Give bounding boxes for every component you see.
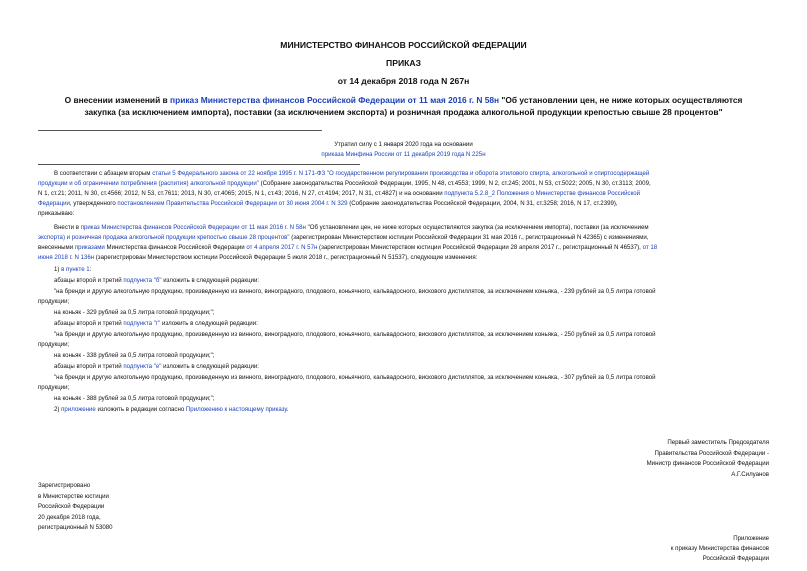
orders-link[interactable]: приказами: [74, 244, 105, 251]
regulation-link[interactable]: подпункта 5.2.8_2 Положения о Министерстве финансов Российской: [444, 190, 641, 197]
signature-line-2: Правительства Российской Федерации -: [654, 449, 769, 457]
signatory-name: А.Г.Силуанов: [731, 470, 769, 478]
signature-block: [647, 438, 769, 480]
note-divider: [38, 164, 360, 165]
date-number-heading: от 14 декабря 2018 года N 267н: [337, 76, 470, 86]
item-b-quote-1: "на бренди и другую алкогольную продукцию, произведенную из винного, виноградного, плодового, коньячного, кальвадосного, вискового дистиллятов, за исключением коньяка, - 239 рублей за 0,5 литра готовой: [54, 288, 656, 295]
repeal-order-link[interactable]: приказа Минфина России от 11 декабря 2019 года N 225н: [321, 151, 486, 158]
item-e-intro: абзацы второй и третий подпункта "е" изложить в следующей редакции:: [54, 363, 259, 370]
law-171fz-link-cont[interactable]: продукции и об ограничении потребления (распития) алкогольной продукции": [38, 180, 259, 187]
p1-line-4: Федерации, утвержденного постановлением Правительства Российской Федерации от 30 июня 2004 г. N 329 (Собрание законодательства Российской Федерации, 2004, N 31, ст.3258; 2016, N 17, ст.2399),: [38, 200, 618, 207]
signature-line-1: Первый заместитель Председателя: [667, 439, 769, 446]
registration-line-1: Зарегистрировано: [38, 482, 91, 489]
order-136n-link[interactable]: от 18: [642, 244, 658, 251]
p2-line-1: Внести в приказ Министерства финансов Российской Федерации от 11 мая 2016 г. N 58н "Об установлении цен, не ниже которых осуществляются закупка (за исключением импорта), поставки (за исключением: [54, 224, 649, 231]
order-136n-link-cont[interactable]: июня 2018 г. N 136н: [38, 254, 95, 261]
regulation-link-cont[interactable]: Федерации: [38, 200, 70, 207]
p1-line-2: продукции и об ограничении потребления (распития) алкогольной продукции" (Собрание законодательства Российской Федерации, 1995, N 48, ст.4553; 1999, N 2, ст.245; 2001, N 53, ст.5022; 2005, N 30, ст.3113; 2009,: [38, 180, 651, 187]
title-line-2: закупка (за исключением импорта), поставки (за исключением экспорта) и розничная продажа алкогольной продукции крепостью свыше 28 процентов": [84, 107, 723, 117]
item-b-quote-1b: продукции;: [38, 298, 70, 305]
item-e-quote-2: на коньяк - 388 рублей за 0,5 литра готовой продукции;";: [54, 395, 215, 402]
registration-number: регистрационный N 53080: [38, 524, 113, 531]
p2-line-3: внесенными приказами Министерства финансов Российской Федерации от 4 апреля 2017 г. N 57н (зарегистрирован Министерством юстиции Российской Федерации 28 апреля 2017 г., регистрационный N 46537), от 18: [38, 244, 658, 251]
subpoint-g-link[interactable]: подпункта "г": [123, 320, 161, 327]
order-58n-link-cont[interactable]: экспорта) и розничная продажа алкогольной продукции крепостью свыше 28 процентов": [38, 234, 290, 241]
item-g-quote-1b: продукции;: [38, 341, 70, 348]
item-1: 1) в пункте 1:: [54, 266, 92, 273]
registration-line-2: в Министерстве юстиции: [38, 492, 109, 500]
registration-block: [38, 481, 113, 534]
appendix-block: [671, 534, 769, 564]
title-order-link[interactable]: приказ Министерства финансов Российской Федерации от 11 мая 2016 г. N 58н: [170, 95, 500, 105]
appendix-line-1: Приложение: [733, 535, 769, 542]
registration-date: 20 декабря 2018 года,: [38, 513, 101, 521]
point-1-link[interactable]: в пункте 1: [61, 266, 90, 273]
subpoint-b-link[interactable]: подпункта "б": [123, 277, 162, 284]
item-e-quote-1: "на бренди и другую алкогольную продукцию, произведенную из винного, виноградного, плодового, коньячного, кальвадосного, вискового дистиллятов, за исключением коньяка, - 307 рублей за 0,5 литра готовой: [54, 374, 656, 381]
document-title: [0, 94, 807, 118]
item-g-quote-2: на коньяк - 338 рублей за 0,5 литра готовой продукции;";: [54, 352, 215, 359]
law-171fz-link[interactable]: статьи 5 Федерального закона от 22 ноября 1995 г. N 171-ФЗ "О государственном регулировании производства и оборота этилового спирта, алкогольной и спиртосодержащей: [152, 170, 650, 177]
p1-line-5: приказываю:: [38, 210, 75, 217]
p2-line-2: экспорта) и розничная продажа алкогольной продукции крепостью свыше 28 процентов" (зарегистрирован Министерством юстиции Российской Федерации 31 мая 2016 г., регистрационный N 42365) с изменениями,: [38, 234, 649, 241]
item-b-quote-2: на коньяк - 329 рублей за 0,5 литра готовой продукции;";: [54, 309, 215, 316]
item-g-quote-1: "на бренди и другую алкогольную продукцию, произведенную из винного, виноградного, плодового, коньячного, кальвадосного, вискового дистиллятов, за исключением коньяка, - 250 рублей за 0,5 литра готовой: [54, 331, 656, 338]
subpoint-e-link[interactable]: подпункта "е": [123, 363, 162, 370]
p2-line-4: июня 2018 г. N 136н (зарегистрирован Министерством юстиции Российской Федерации 5 июля 2018 г., регистрационный N 51537), следующие изменения:: [38, 254, 478, 261]
repeal-note-line-1: Утратил силу с 1 января 2020 года на основании: [334, 141, 473, 148]
title-divider: [38, 130, 322, 131]
p1-line-3: N 1, ст.21; 2011, N 30, ст.4566; 2012, N 53, ст.7611; 2013, N 30, ст.4065; 2015, N 1, ст.43; 2016, N 27, ст.4194; 2017, N 31, ст.4827) и на основании подпункта 5.2.8_2 Положения о Министерстве финансов Российской: [38, 190, 641, 197]
appendix-link[interactable]: приложение: [61, 406, 96, 413]
registration-line-3: Российской Федерации: [38, 503, 105, 510]
repeal-note: [0, 140, 807, 160]
appendix-order-link[interactable]: Приложению к настоящему приказу: [185, 406, 287, 413]
title-line-1: О внесении изменений в приказ Министерства финансов Российской Федерации от 11 мая 2016 г. N 58н "Об установлении цен, не ниже которых осуществляются: [64, 95, 743, 105]
item-g-intro: абзацы второй и третий подпункта "г" изложить в следующей редакции:: [54, 320, 258, 327]
ministry-heading: МИНИСТЕРСТВО ФИНАНСОВ РОССИЙСКОЙ ФЕДЕРАЦИИ: [280, 40, 527, 50]
order-57n-link[interactable]: от 4 апреля 2017 г. N 57н: [246, 244, 318, 251]
p1-line-1: В соответствии с абзацем вторым статьи 5 Федерального закона от 22 ноября 1995 г. N 171-ФЗ "О государственном регулировании производства и оборота этилового спирта, алкогольной и спиртосодержащей: [54, 170, 650, 177]
appendix-line-3: Российской Федерации: [702, 555, 769, 562]
item-b-intro: абзацы второй и третий подпункта "б" изложить в следующей редакции:: [54, 277, 260, 284]
appendix-line-2: к приказу Министерства финансов: [670, 545, 769, 552]
item-2: 2) приложение изложить в редакции согласно Приложению к настоящему приказу.: [54, 406, 289, 413]
doc-type-heading: ПРИКАЗ: [386, 58, 421, 68]
order-58n-link[interactable]: приказ Министерства финансов Российской Федерации от 11 мая 2016 г. N 58н: [80, 224, 306, 231]
signature-line-3: Министр финансов Российской Федерации: [646, 460, 769, 467]
government-decree-link[interactable]: постановлением Правительства Российской Федерации от 30 июня 2004 г. N 329: [117, 200, 348, 207]
item-e-quote-1b: продукции;: [38, 384, 70, 391]
